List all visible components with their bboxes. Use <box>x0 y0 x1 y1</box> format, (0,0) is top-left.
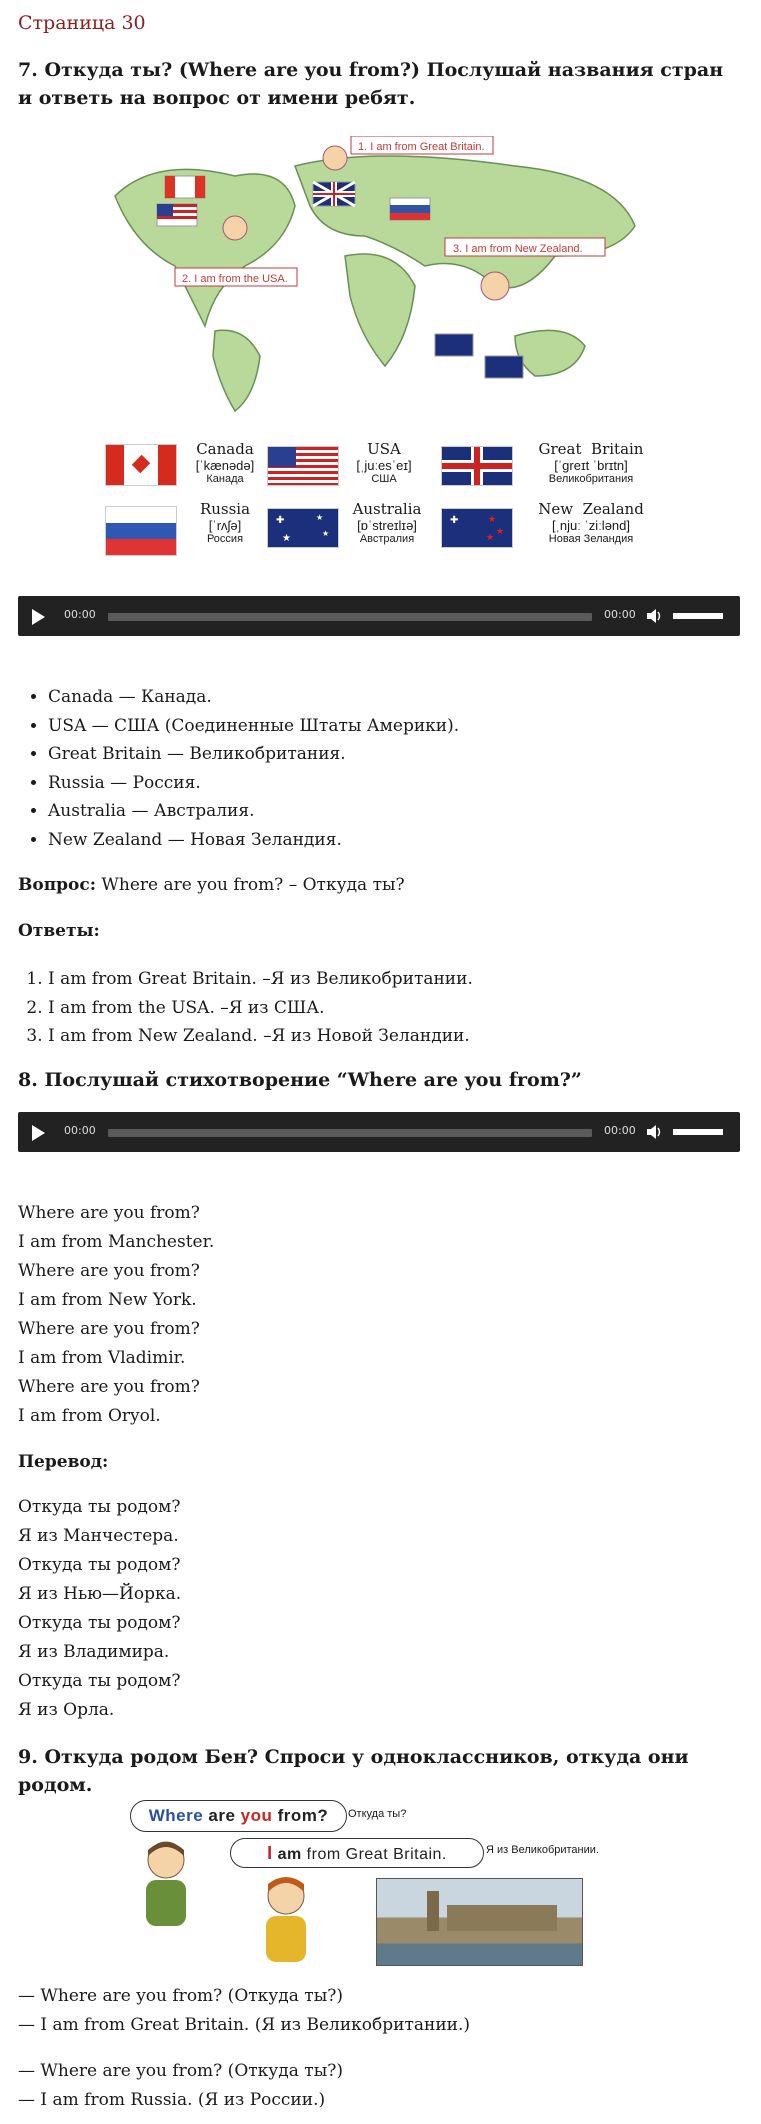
list-item: 1. I am from Great Britain. –Я из Великобритании. <box>48 965 473 994</box>
list-item: 2. I am from the USA. –Я из США. <box>48 994 473 1023</box>
country-ipa-usa: [ˌjuːesˈeɪ] <box>356 458 412 473</box>
play-icon[interactable] <box>32 609 45 625</box>
poem-line: Where are you from? <box>18 1203 200 1223</box>
translation-line: Я из Манчестера. <box>18 1526 179 1546</box>
boy-figure-icon <box>136 1838 196 1928</box>
translation-line: Откуда ты родом? <box>18 1671 181 1691</box>
poem-line: Where are you from? <box>18 1377 200 1397</box>
play-icon[interactable] <box>32 1125 45 1141</box>
volume-icon[interactable] <box>646 608 664 624</box>
bubble-question-note: Откуда ты? <box>348 1808 407 1820</box>
translation-line: Откуда ты родом? <box>18 1613 181 1633</box>
list-item: 3. I am from New Zealand. –Я из Новой Зеландии. <box>48 1022 473 1051</box>
answers-list <box>18 965 473 1051</box>
bubble-answer-note: Я из Великобритании. <box>486 1844 599 1856</box>
translation-line: Откуда ты родом? <box>18 1555 181 1575</box>
list-item: • Canada — Канада. <box>48 683 459 712</box>
current-time: 00:00 <box>64 1124 96 1137</box>
country-ru-new-zealand: Новая Зеландия <box>548 533 634 545</box>
country-ipa-new-zealand: [ˌnjuː ˈziːlənd] <box>551 518 631 533</box>
question-label: Вопрос: <box>18 875 97 895</box>
country-name-new-zealand: New Zealand <box>538 500 644 518</box>
poem-line: I am from Oryol. <box>18 1406 161 1426</box>
country-flags-legend <box>105 440 665 560</box>
list-item: • USA — США (Соединенные Штаты Америки). <box>48 712 459 741</box>
map-callout-1: 1. I am from Great Britain. <box>358 141 485 153</box>
question-text: Where are you from? – Откуда ты? <box>96 875 405 895</box>
canada-flag-icon <box>105 444 177 486</box>
poem-line: I am from New York. <box>18 1290 197 1310</box>
exercise-7-title: 7. Откуда ты? (Where are you from?) Послушай названия стран и ответь на вопрос от имени ребят. <box>18 59 724 109</box>
country-name-canada: Canada <box>196 440 254 458</box>
poem-line: I am from Manchester. <box>18 1232 215 1252</box>
translation <box>18 1493 181 1725</box>
great-britain-flag-icon <box>441 446 513 486</box>
dialog-line: — Where are you from? (Откуда ты?) <box>18 1986 343 2006</box>
progress-track[interactable] <box>108 613 592 621</box>
translation-line: Я из Орла. <box>18 1700 115 1720</box>
country-name-russia: Russia <box>199 500 251 518</box>
ben-dialog-illustration <box>128 1798 648 1968</box>
usa-flag-icon <box>267 446 339 486</box>
country-ipa-canada: [ˈkænədə] <box>195 458 255 473</box>
poem-line: Where are you from? <box>18 1261 200 1281</box>
volume-icon[interactable] <box>646 1124 664 1140</box>
london-photo <box>376 1878 583 1966</box>
dialog-line: — I am from Russia. (Я из России.) <box>18 2090 326 2110</box>
duration-time: 00:00 <box>604 608 636 621</box>
country-ru-australia: Австралия <box>359 533 415 545</box>
duration-time: 00:00 <box>604 1124 636 1137</box>
country-ipa-russia: [ˈrʌʃə] <box>208 518 242 533</box>
audio-player-ex8 <box>18 1112 740 1152</box>
poem <box>18 1199 214 1431</box>
country-name-great-britain: Great Britain <box>538 440 644 458</box>
new-zealand-flag-icon: ✚ ★ ★ ★ <box>441 508 513 548</box>
speech-bubble-question: Where are you from? <box>130 1800 347 1832</box>
speech-bubble-answer: I am from Great Britain. <box>230 1838 484 1868</box>
audio-player-ex7 <box>18 596 740 636</box>
country-name-australia: Australia <box>352 500 422 518</box>
exercise-9-title: 9. Откуда родом Бен? Спроси у одноклассников, откуда они родом. <box>18 1746 689 1796</box>
world-map-illustration <box>95 136 655 416</box>
country-ru-canada: Канада <box>206 473 244 485</box>
list-item: • New Zealand — Новая Зеландия. <box>48 826 459 855</box>
map-callout-2: 2. I am from the USA. <box>182 273 288 285</box>
volume-slider[interactable] <box>673 1129 723 1135</box>
progress-track[interactable] <box>108 1129 592 1137</box>
dialog-1 <box>18 1982 470 2040</box>
list-item: • Great Britain — Великобритания. <box>48 740 459 769</box>
country-list <box>18 683 459 854</box>
translation-line: Я из Владимира. <box>18 1642 170 1662</box>
ben-figure-icon <box>256 1872 316 1962</box>
country-ru-russia: Россия <box>206 533 244 545</box>
translation-line: Откуда ты родом? <box>18 1497 181 1517</box>
translation-line: Я из Нью—Йорка. <box>18 1584 182 1604</box>
volume-slider[interactable] <box>673 613 723 619</box>
list-item: • Russia — Россия. <box>48 769 459 798</box>
poem-line: Where are you from? <box>18 1319 200 1339</box>
country-ipa-australia: [ɒˈstreɪlɪə] <box>357 518 417 533</box>
exercise-8-title: 8. Послушай стихотворение “Where are you from?” <box>18 1069 582 1091</box>
map-callout-3: 3. I am from New Zealand. <box>453 243 583 255</box>
dialog-2 <box>18 2057 343 2115</box>
page-title: Страница 30 <box>18 12 146 34</box>
country-ru-great-britain: Великобритания <box>548 473 634 485</box>
answers-label: Ответы: <box>18 921 100 941</box>
dialog-line: — Where are you from? (Откуда ты?) <box>18 2061 343 2081</box>
current-time: 00:00 <box>64 608 96 621</box>
dialog-line: — I am from Great Britain. (Я из Великобритании.) <box>18 2015 471 2035</box>
translation-label: Перевод: <box>18 1452 109 1472</box>
country-name-usa: USA <box>367 440 401 458</box>
list-item: • Australia — Австралия. <box>48 797 459 826</box>
australia-flag-icon: ✚ ★ ★ ★ <box>267 508 339 548</box>
russia-flag-icon <box>105 506 177 556</box>
country-ipa-great-britain: [ˈɡreɪt ˈbrɪtn] <box>554 458 628 473</box>
poem-line: I am from Vladimir. <box>18 1348 186 1368</box>
country-ru-usa: США <box>371 473 397 485</box>
question <box>18 871 405 899</box>
